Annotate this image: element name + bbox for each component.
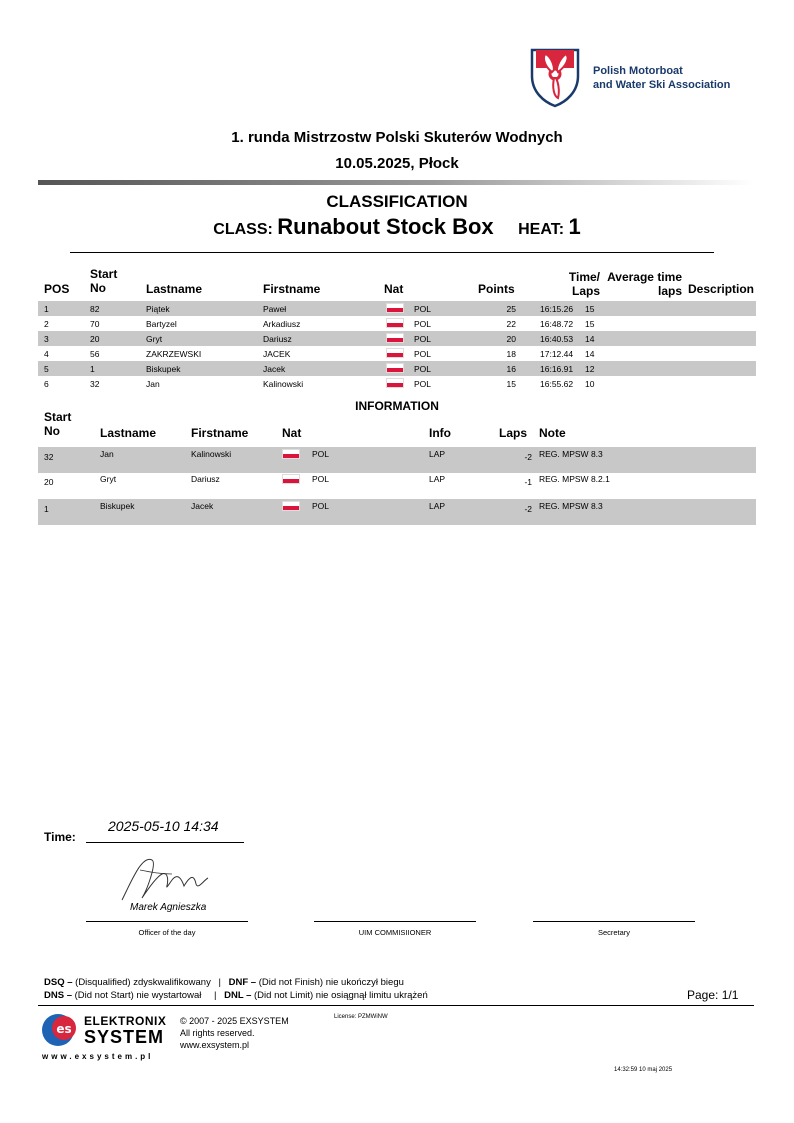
time-line <box>86 842 244 843</box>
cell-nat: POL <box>312 474 330 484</box>
copyright-block <box>180 1015 289 1051</box>
secretary-line <box>533 921 695 922</box>
cell-note: REG. MPSW 8.2.1 <box>539 474 610 484</box>
cell-laps: 10 <box>585 379 595 389</box>
cell-lastname: Biskupek <box>146 364 181 374</box>
table-row <box>38 331 756 346</box>
cell-laps: -2 <box>524 504 532 514</box>
cell-nat: POL <box>414 349 432 359</box>
footer-rule <box>38 1005 754 1006</box>
cell-laps: 14 <box>585 334 595 344</box>
cell-note: REG. MPSW 8.3 <box>539 501 603 511</box>
legend-dsq-code: DSQ – <box>44 977 73 988</box>
cell-laps: 12 <box>585 364 595 374</box>
info-row <box>38 499 756 525</box>
col-points: Points <box>478 282 515 296</box>
cell-pos: 2 <box>44 319 49 329</box>
col-description: Description <box>688 282 755 296</box>
legend-dnl-text: (Did not Limit) nie osiągnął limitu ukrążeń <box>254 990 428 1001</box>
legend-dnf-text: (Did not Finish) nie ukończył biegu <box>258 977 404 988</box>
cell-firstname: Dariusz <box>263 334 292 344</box>
heat-value: 1 <box>568 214 581 239</box>
cell-start-no: 1 <box>44 504 49 514</box>
cell-start-no: 32 <box>44 452 54 462</box>
legend-dns-code: DNS – <box>44 990 72 1001</box>
cell-info: LAP <box>429 501 446 511</box>
cell-pos: 4 <box>44 349 49 359</box>
table-row <box>38 361 756 376</box>
poland-flag-icon <box>386 363 404 373</box>
info-row <box>38 472 756 498</box>
secretary-caption: Secretary <box>597 928 631 937</box>
poland-flag-icon <box>282 449 300 459</box>
svg-text:es: es <box>56 1022 72 1036</box>
cell-start-no: 20 <box>44 477 54 487</box>
poland-flag-icon <box>386 303 404 313</box>
brand-url: www.exsystem.pl <box>42 1052 154 1061</box>
table-row <box>38 316 756 331</box>
col-start-no-line2: No <box>90 281 106 295</box>
copyright: © 2007 - 2025 EXSYSTEM <box>180 1016 289 1026</box>
uim-line <box>314 921 476 922</box>
col-start-no <box>90 267 117 295</box>
license-text: License: PZMWiNW <box>334 1014 388 1020</box>
cell-nat: POL <box>312 449 330 459</box>
class-value: Runabout Stock Box <box>277 214 494 239</box>
brand-line2: SYSTEM <box>84 1027 165 1047</box>
cell-lastname: Gryt <box>100 474 117 484</box>
col-start-no-line1: Start <box>90 267 118 281</box>
cell-points: 18 <box>506 349 516 359</box>
cell-info: LAP <box>429 474 446 484</box>
cell-pos: 6 <box>44 379 49 389</box>
information-title: INFORMATION <box>355 399 439 413</box>
legend-line1 <box>44 977 404 988</box>
legend-line2 <box>44 990 428 1001</box>
uim-caption: UIM COMMISIIONER <box>358 928 432 937</box>
legend-dnf-code: DNF – <box>228 977 257 988</box>
legend-dnl-code: DNL – <box>224 990 252 1001</box>
class-heat-line <box>0 214 794 240</box>
poland-flag-icon <box>282 501 300 511</box>
cell-firstname: Jacek <box>191 501 214 511</box>
cell-firstname: Paweł <box>263 304 287 314</box>
cell-nat: POL <box>414 334 432 344</box>
cell-firstname: Jacek <box>263 364 286 374</box>
event-name: 1. runda Mistrzostw Polski Skuterów Wodnych <box>231 129 563 146</box>
cell-nat: POL <box>414 364 432 374</box>
cell-pos: 1 <box>44 304 49 314</box>
propeller-shield-icon <box>528 46 588 108</box>
info-col-nat: Nat <box>282 426 302 440</box>
col-average-line1: Average time <box>607 270 682 284</box>
cell-time: 16:15.26 <box>540 304 574 314</box>
cell-points: 22 <box>506 319 516 329</box>
table-row <box>38 376 756 391</box>
col-average-line2: laps <box>657 284 682 298</box>
info-row <box>38 447 756 473</box>
cell-firstname: Dariusz <box>191 474 220 484</box>
classification-rule <box>70 252 714 253</box>
cell-points: 25 <box>506 304 516 314</box>
org-name-line2: and Water Ski Association <box>593 79 731 91</box>
col-average-time <box>604 270 682 298</box>
cell-nat: POL <box>414 304 432 314</box>
poland-flag-icon <box>386 378 404 388</box>
cell-firstname: Kalinowski <box>191 449 232 459</box>
cell-note: REG. MPSW 8.3 <box>539 449 603 459</box>
cell-start-no: 82 <box>90 304 100 314</box>
cell-laps: 14 <box>585 349 595 359</box>
cell-nat: POL <box>414 379 432 389</box>
cell-start-no: 20 <box>90 334 100 344</box>
cell-laps: 15 <box>585 319 595 329</box>
cell-pos: 5 <box>44 364 49 374</box>
cell-start-no: 1 <box>90 364 95 374</box>
table-row <box>38 301 756 316</box>
cell-lastname: Bartyzel <box>146 319 177 329</box>
exsystem-logo-icon <box>40 1012 80 1048</box>
info-col-laps: Laps <box>499 426 528 440</box>
class-label: CLASS: <box>213 221 273 238</box>
cell-time: 17:12.44 <box>540 349 574 359</box>
classification-title: CLASSIFICATION <box>326 192 468 211</box>
cell-points: 16 <box>506 364 516 374</box>
cell-lastname: Gryt <box>146 334 163 344</box>
info-col-start-line1: Start <box>44 410 72 424</box>
event-date-place: 10.05.2025, Płock <box>335 155 459 172</box>
cell-lastname: Biskupek <box>100 501 135 511</box>
col-time-laps <box>560 270 600 298</box>
info-col-lastname: Lastname <box>100 426 157 440</box>
cell-time: 16:48.72 <box>540 319 574 329</box>
time-label: Time: <box>44 830 76 844</box>
cell-points: 15 <box>506 379 516 389</box>
cell-lastname: ZAKRZEWSKI <box>146 349 202 359</box>
organization-name <box>593 64 743 92</box>
officer-caption: Officer of the day <box>138 928 196 937</box>
cell-lastname: Jan <box>146 379 160 389</box>
cell-start-no: 32 <box>90 379 100 389</box>
heat-label: HEAT: <box>518 221 565 238</box>
cell-laps: -1 <box>524 477 532 487</box>
col-time-laps-line2: Laps <box>571 284 600 298</box>
signature-scribble <box>112 850 222 910</box>
info-col-note: Note <box>539 426 566 440</box>
poland-flag-icon <box>282 474 300 484</box>
legend-dsq-text: (Disqualified) zdyskwalifikowany <box>75 977 211 988</box>
cell-firstname: JACEK <box>263 349 291 359</box>
legend-separator: | <box>213 990 217 1001</box>
cell-pos: 3 <box>44 334 49 344</box>
info-col-firstname: Firstname <box>191 426 249 440</box>
exsystem-brand <box>84 1014 166 1046</box>
poland-flag-icon <box>386 318 404 328</box>
cell-lastname: Jan <box>100 449 114 459</box>
time-value: 2025-05-10 14:34 <box>108 818 219 834</box>
legend-separator: | <box>218 977 221 988</box>
poland-flag-icon <box>386 333 404 343</box>
cell-time: 16:16.91 <box>540 364 574 374</box>
rights-reserved: All rights reserved. <box>180 1028 255 1038</box>
cell-info: LAP <box>429 449 446 459</box>
cell-time: 16:40.53 <box>540 334 574 344</box>
print-timestamp: 14:32:59 10 maj 2025 <box>614 1067 673 1073</box>
header-divider <box>38 180 754 185</box>
cell-firstname: Kalinowski <box>263 379 304 389</box>
col-nat: Nat <box>384 282 404 296</box>
org-name-line1: Polish Motorboat <box>593 65 683 77</box>
info-col-start-line2: No <box>44 424 60 438</box>
info-col-start-no <box>44 410 71 438</box>
cell-nat: POL <box>414 319 432 329</box>
cell-firstname: Arkadiusz <box>263 319 301 329</box>
col-lastname: Lastname <box>146 282 203 296</box>
cell-points: 20 <box>506 334 516 344</box>
col-firstname: Firstname <box>263 282 321 296</box>
info-col-info: Info <box>429 426 451 440</box>
cell-start-no: 70 <box>90 319 100 329</box>
legend-dns-text: (Did not Start) nie wystartował <box>74 990 202 1001</box>
col-pos: POS <box>44 282 70 296</box>
officer-name: Marek Agnieszka <box>130 902 207 913</box>
cell-time: 16:55.62 <box>540 379 574 389</box>
brand-line1: ELEKTRONIX <box>84 1014 167 1028</box>
col-time-laps-line1: Time/ <box>568 270 600 284</box>
cell-laps: -2 <box>524 452 532 462</box>
cell-start-no: 56 <box>90 349 100 359</box>
website-link[interactable]: www.exsystem.pl <box>180 1040 250 1050</box>
poland-flag-icon <box>386 348 404 358</box>
cell-laps: 15 <box>585 304 595 314</box>
cell-lastname: Piątek <box>146 304 170 314</box>
page-number: Page: 1/1 <box>687 988 739 1002</box>
table-row <box>38 346 756 361</box>
officer-line <box>86 921 248 922</box>
cell-nat: POL <box>312 501 330 511</box>
